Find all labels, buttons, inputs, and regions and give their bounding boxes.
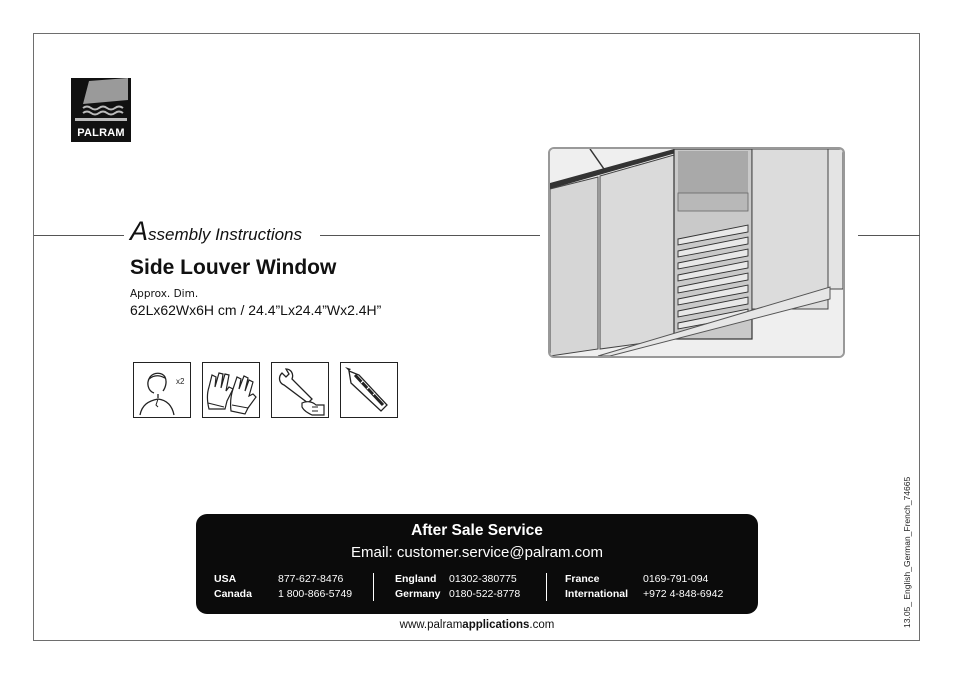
assembly-rest: ssembly Instructions xyxy=(148,225,303,244)
wrench-icon xyxy=(272,363,328,417)
website-suffix: .com xyxy=(529,619,555,631)
product-title: Side Louver Window xyxy=(130,256,337,279)
contact-separator xyxy=(373,573,374,601)
contact-phone: +972 4-848-6942 xyxy=(643,588,724,600)
document-reference: 13.05_ English_German_French_74665 xyxy=(902,476,912,628)
tool-two-people xyxy=(133,362,191,418)
contact-phone: 1 800-866-5749 xyxy=(278,588,353,600)
tool-utility-knife xyxy=(340,362,398,418)
contact-country: Canada xyxy=(214,588,252,600)
website-bold: applications xyxy=(462,619,530,631)
greenhouse-illustration xyxy=(550,149,843,356)
dimension-label: Approx. Dim. xyxy=(130,288,199,300)
contact-separator xyxy=(546,573,547,601)
service-title: After Sale Service xyxy=(411,522,543,539)
tool-wrench xyxy=(271,362,329,418)
contact-phone: 877-627-8476 xyxy=(278,573,344,585)
contact-phone: 0169-791-094 xyxy=(643,573,709,585)
assembly-initial: A xyxy=(130,216,149,246)
contact-country: USA xyxy=(214,573,237,585)
contact-phone: 0180-522-8778 xyxy=(449,588,521,600)
contact-country: Germany xyxy=(395,588,441,600)
service-email[interactable]: Email: customer.service@palram.com xyxy=(351,544,603,561)
after-sale-service-box xyxy=(196,514,758,614)
assembly-instructions-heading xyxy=(130,216,302,247)
utility-knife-icon xyxy=(341,363,397,417)
website-prefix: www.palram xyxy=(399,619,463,631)
title-rule-middle xyxy=(320,235,540,236)
logo-text: PALRAM xyxy=(77,127,125,139)
contact-country: England xyxy=(395,573,437,585)
product-image xyxy=(548,147,845,358)
people-count: x2 xyxy=(176,377,185,386)
dimension-value: 62Lx62Wx6H cm / 24.4”Lx24.4”Wx2.4H” xyxy=(130,302,382,318)
contact-country: France xyxy=(565,573,600,585)
tool-gloves xyxy=(202,362,260,418)
two-people-icon xyxy=(134,363,190,417)
contact-country: International xyxy=(565,588,629,600)
gloves-icon xyxy=(203,363,259,417)
title-rule-left xyxy=(34,235,124,236)
website-link[interactable] xyxy=(0,619,954,631)
contact-phone: 01302-380775 xyxy=(449,573,517,585)
title-rule-right xyxy=(858,235,920,236)
